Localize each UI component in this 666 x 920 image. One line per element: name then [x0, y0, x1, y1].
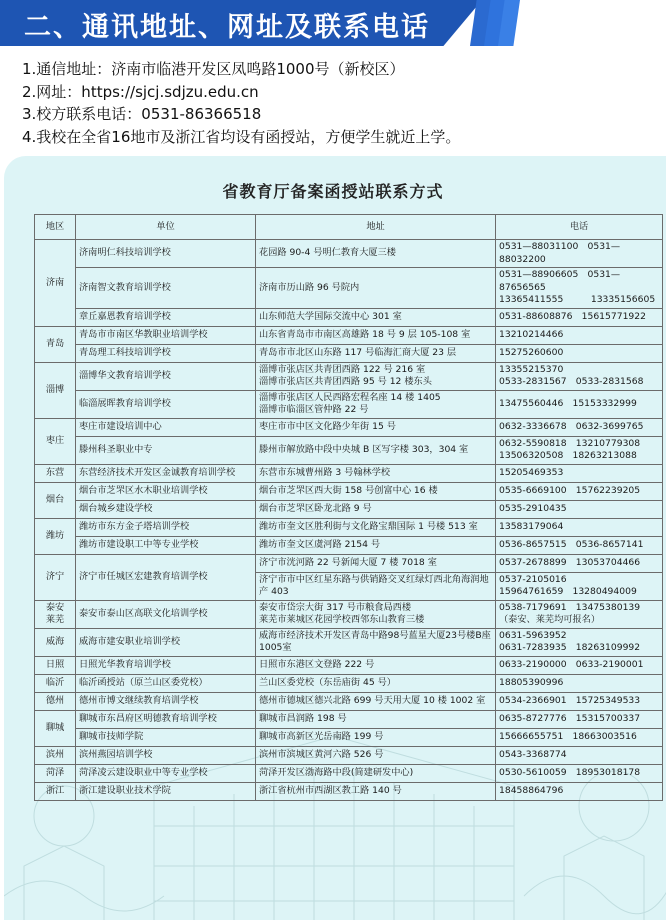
unit-cell: 菏泽凌云建设职业中等专业学校 [76, 764, 256, 782]
address-cell: 济南市历山路 96 号院内 [256, 268, 496, 309]
address-cell: 菏泽开发区渤海路中段(简建研发中心) [256, 764, 496, 782]
unit-cell: 滕州科圣职业中专 [76, 436, 256, 464]
region-cell: 烟台 [35, 482, 76, 518]
phone-cell: 15275260600 [496, 344, 663, 362]
info-stations: 4.我校在全省16地市及浙江省均设有函授站，方便学生就近上学。 [22, 127, 461, 146]
unit-cell: 日照光华教育培训学校 [76, 656, 256, 674]
table-row [35, 554, 663, 572]
phone-cell: 18458864796 [496, 782, 663, 800]
phone-cell: 0535-2910435 [496, 500, 663, 518]
region-cell: 聊城 [35, 710, 76, 746]
address-cell: 潍坊市奎文区胜利街与文化路宝鼎国际 1 号楼 513 室 [256, 518, 496, 536]
address-cell: 威海市经济技术开发区青岛中路98号蓝星大厦23号楼B座 1005室 [256, 628, 496, 656]
region-cell: 潍坊 [35, 518, 76, 554]
phone-cell: 0631-5963952 0631-7283935 18263109992 [496, 628, 663, 656]
table-row [35, 628, 663, 656]
address-cell: 东营市东城曹州路 3 号翰林学校 [256, 464, 496, 482]
address-cell: 聊城市昌润路 198 号 [256, 710, 496, 728]
region-cell: 东营 [35, 464, 76, 482]
phone-cell: 0537-2105016 15964761659 13280494009 [496, 572, 663, 600]
unit-cell: 浙江建设职业技术学院 [76, 782, 256, 800]
phone-cell: 13210214466 [496, 326, 663, 344]
unit-cell: 德州市博文继续教育培训学校 [76, 692, 256, 710]
region-cell: 泰安 莱芜 [35, 600, 76, 628]
region-cell: 淄博 [35, 362, 76, 418]
address-cell: 青岛市市北区山东路 117 号临海汇商大厦 23 层 [256, 344, 496, 362]
region-cell: 威海 [35, 628, 76, 656]
address-cell: 德州市德城区德兴北路 699 号天用大厦 10 楼 1002 室 [256, 692, 496, 710]
table-row [35, 536, 663, 554]
phone-cell: 13583179064 [496, 518, 663, 536]
region-cell: 青岛 [35, 326, 76, 362]
table-row [35, 308, 663, 326]
table-row [35, 764, 663, 782]
unit-cell: 聊城市东昌府区明德教育培训学校 [76, 710, 256, 728]
column-header-phone: 电话 [496, 215, 663, 240]
address-cell: 济宁市洸河路 22 号新闻大厦 7 楼 7018 室 [256, 554, 496, 572]
address-cell: 花园路 90-4 号明仁教育大厦三楼 [256, 240, 496, 268]
phone-cell: 15205469353 [496, 464, 663, 482]
address-cell: 泰安市岱宗大街 317 号市粮食局西楼 莱芜市莱城区花园学校西邻东山教育三楼 [256, 600, 496, 628]
address-cell: 聊城市高新区光岳南路 199 号 [256, 728, 496, 746]
table-title: 省教育厅备案函授站联系方式 [222, 182, 444, 201]
table-row [35, 710, 663, 728]
region-cell: 临沂 [35, 674, 76, 692]
table-row [35, 782, 663, 800]
table-row [35, 344, 663, 362]
address-cell: 浙江省杭州市西湖区教工路 140 号 [256, 782, 496, 800]
region-cell: 滨州 [35, 746, 76, 764]
region-cell: 枣庄 [35, 418, 76, 464]
table-row [35, 268, 663, 309]
phone-cell: 0543-3368774 [496, 746, 663, 764]
unit-cell: 济南智文教育培训学校 [76, 268, 256, 309]
address-cell: 淄博市张店区人民西路宏程名座 14 楼 1405 淄博市临淄区管仲路 22 号 [256, 390, 496, 418]
unit-cell: 东营经济技术开发区金诚教育培训学校 [76, 464, 256, 482]
table-body [35, 240, 663, 801]
unit-cell: 青岛理工科技培训学校 [76, 344, 256, 362]
phone-cell: 18805390996 [496, 674, 663, 692]
unit-cell: 威海市建安职业培训学校 [76, 628, 256, 656]
phone-cell: 0534-2366901 15725349533 [496, 692, 663, 710]
table-row [35, 518, 663, 536]
table-row [35, 390, 663, 418]
region-cell: 济南 [35, 240, 76, 327]
unit-cell: 临沂函授站（原兰山区委党校） [76, 674, 256, 692]
address-cell: 山东师范大学国际交流中心 301 室 [256, 308, 496, 326]
region-cell: 德州 [35, 692, 76, 710]
phone-cell: 0632-5590818 13210779308 13506320508 18263213088 [496, 436, 663, 464]
info-phone: 3.校方联系电话：0531-86366518 [22, 105, 262, 123]
table-row [35, 464, 663, 482]
phone-cell: 0538-7179691 13475380139 （泰安、莱芜均可报名） [496, 600, 663, 628]
unit-cell: 滨州燕园培训学校 [76, 746, 256, 764]
region-cell: 浙江 [35, 782, 76, 800]
table-row [35, 500, 663, 518]
address-cell: 枣庄市市中区文化路少年街 15 号 [256, 418, 496, 436]
table-row [35, 728, 663, 746]
phone-cell: 15666655751 18663003516 [496, 728, 663, 746]
region-cell: 菏泽 [35, 764, 76, 782]
unit-cell: 章丘嘉恩教育培训学校 [76, 308, 256, 326]
address-cell: 滨州市滨城区黄河六路 526 号 [256, 746, 496, 764]
table-row [35, 326, 663, 344]
phone-cell: 0531—88906605 0531—87656565 13365411555 13335156605 [496, 268, 663, 309]
column-header-address: 地址 [256, 215, 496, 240]
phone-cell: 0531-88608876 15615771922 [496, 308, 663, 326]
address-cell: 日照市东港区文登路 222 号 [256, 656, 496, 674]
phone-cell: 0531—88031100 0531—88032200 [496, 240, 663, 268]
table-row [35, 482, 663, 500]
phone-cell: 13355215370 0533-2831567 0533-2831568 [496, 362, 663, 390]
address-cell: 烟台市芝罘区卧龙北路 9 号 [256, 500, 496, 518]
address-cell: 淄博市张店区共青团西路 122 号 216 室 淄博市张店区共青团西路 95 号 12 楼东头 [256, 362, 496, 390]
address-cell: 烟台市芝罘区西大街 158 号创富中心 16 楼 [256, 482, 496, 500]
phone-cell: 0633-2190000 0633-2190001 [496, 656, 663, 674]
unit-cell: 潍坊市东方金子塔培训学校 [76, 518, 256, 536]
region-cell: 济宁 [35, 554, 76, 600]
address-cell: 潍坊市奎文区虞河路 2154 号 [256, 536, 496, 554]
unit-cell: 临淄展晖教育培训学校 [76, 390, 256, 418]
unit-cell: 枣庄市建设培训中心 [76, 418, 256, 436]
table-row [35, 436, 663, 464]
table-row [35, 362, 663, 390]
table-row [35, 600, 663, 628]
unit-cell: 潍坊市建设职工中等专业学校 [76, 536, 256, 554]
phone-cell: 0537-2678899 13053704466 [496, 554, 663, 572]
phone-cell: 0535-6669100 15762239205 [496, 482, 663, 500]
table-row [35, 656, 663, 674]
phone-cell: 13475560446 15153332999 [496, 390, 663, 418]
contact-info [22, 58, 460, 148]
unit-cell: 济南明仁科技培训学校 [76, 240, 256, 268]
table-row [35, 674, 663, 692]
region-cell: 日照 [35, 656, 76, 674]
table-row [35, 418, 663, 436]
address-cell: 山东省青岛市市南区高雄路 18 号 9 层 105-108 室 [256, 326, 496, 344]
address-cell: 济宁市市中区红星东路与供销路交叉红绿灯西北角海润地产 403 [256, 572, 496, 600]
table-header-row [35, 215, 663, 240]
table-row [35, 240, 663, 268]
info-address: 1.通信地址：济南市临港开发区凤鸣路1000号（新校区） [22, 60, 405, 78]
section-header [0, 0, 666, 46]
section-title: 二、通讯地址、网址及联系电话 [24, 12, 430, 43]
unit-cell: 烟台城乡建设学校 [76, 500, 256, 518]
phone-cell: 0632-3336678 0632-3699765 [496, 418, 663, 436]
table-row [35, 746, 663, 764]
unit-cell: 泰安市泰山区高联文化培训学校 [76, 600, 256, 628]
column-header-unit: 单位 [76, 215, 256, 240]
unit-cell: 烟台市芝罘区水木职业培训学校 [76, 482, 256, 500]
phone-cell: 0530-5610059 18953018178 [496, 764, 663, 782]
unit-cell: 淄博华文教育培训学校 [76, 362, 256, 390]
table-row [35, 692, 663, 710]
unit-cell: 青岛市市南区华教职业培训学校 [76, 326, 256, 344]
address-cell: 滕州市解放路中段中央城 B 区写字楼 303，304 室 [256, 436, 496, 464]
phone-cell: 0536-8657515 0536-8657141 [496, 536, 663, 554]
unit-cell: 聊城市技师学院 [76, 728, 256, 746]
unit-cell: 济宁市任城区宏建教育培训学校 [76, 554, 256, 600]
info-website: 2.网址：https://sjcj.sdjzu.edu.cn [22, 82, 259, 101]
stations-table [34, 214, 663, 801]
phone-cell: 0635-8727776 15315700337 [496, 710, 663, 728]
column-header-region: 地区 [35, 215, 76, 240]
address-cell: 兰山区委党校（东岳庙街 45 号） [256, 674, 496, 692]
